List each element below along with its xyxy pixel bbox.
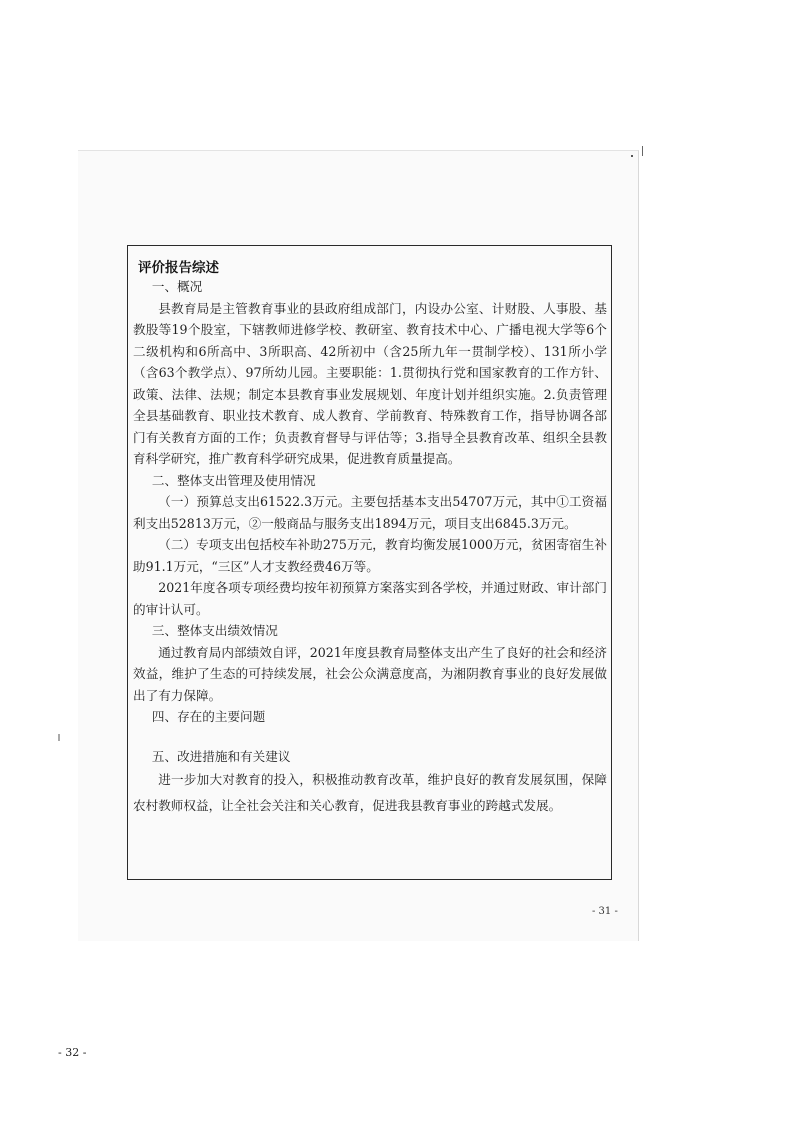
section-heading-performance: 三、整体支出绩效情况 — [151, 623, 278, 638]
scan-speck — [58, 734, 60, 741]
report-title: 评价报告综述 — [138, 260, 219, 276]
paragraph-special: （二）专项支出包括校车补助275万元，教育均衡发展1000万元，贫困寄宿生补助91.1万元，“三区”人才支教经费46万等。 — [133, 537, 607, 574]
paragraph-overview: 县教育局是主管教育事业的县政府组成部门，内设办公室、计财股、人事股、基教股等19个股室，下辖教师进修学校、教研室、教育技术中心、广播电视大学等6个二级机构和6所高中、3所职高、42所初中（含25所九年一贯制学校）、131所小学（含63个教学点）、97所幼儿园。主要职能：1.贯彻执行党和国家教育的工作方针、政策、法律、法规；制定本县教育事业发展规划、年度计划并组织实施。2.负责管理全县基础教育、职业技术教育、成人教育、学前教育、特殊教育工作，指导协调各部门有关教育方面的工作；负责教育督导与评估等；3.指导全县教育改革、组织全县教育科学研究，推广教育科学研究成果，促进教育质量提高。 — [133, 300, 607, 466]
paragraph-budget: （一）预算总支出61522.3万元。主要包括基本支出54707万元，其中①工资福利支出52813万元，②一般商品与服务支出1894万元，项目支出6845.3万元。 — [133, 494, 607, 531]
paragraph-suggestions: 进一步加大对教育的投入，积极推动教育改革，维护良好的教育发展氛围，保障农村教师权益，让全社会关注和关心教育，促进我县教育事业的跨越式发展。 — [133, 772, 607, 813]
report-body — [133, 276, 607, 819]
scan-mark — [642, 146, 643, 156]
section-heading-overview: 一、概况 — [151, 279, 203, 294]
paragraph-audit: 2021年度各项专项经费均按年初预算方案落实到各学校，并通过财政、审计部门的审计认可。 — [133, 580, 607, 617]
paragraph-performance: 通过教育局内部绩效自评，2021年度县教育局整体支出产生了良好的社会和经济效益，维护了生态的可持续发展，社会公众满意度高，为湘阴教育事业的良好发展做出了有力保障。 — [133, 644, 607, 703]
section-heading-problems: 四、存在的主要问题 — [151, 709, 266, 724]
outer-page-number: - 32 - — [58, 1046, 87, 1059]
section-heading-suggestions: 五、改进措施和有关建议 — [151, 748, 291, 764]
inner-page-number: - 31 - — [592, 906, 618, 917]
scan-dot — [631, 155, 633, 157]
section-heading-expenditure: 二、整体支出管理及使用情况 — [151, 472, 316, 488]
